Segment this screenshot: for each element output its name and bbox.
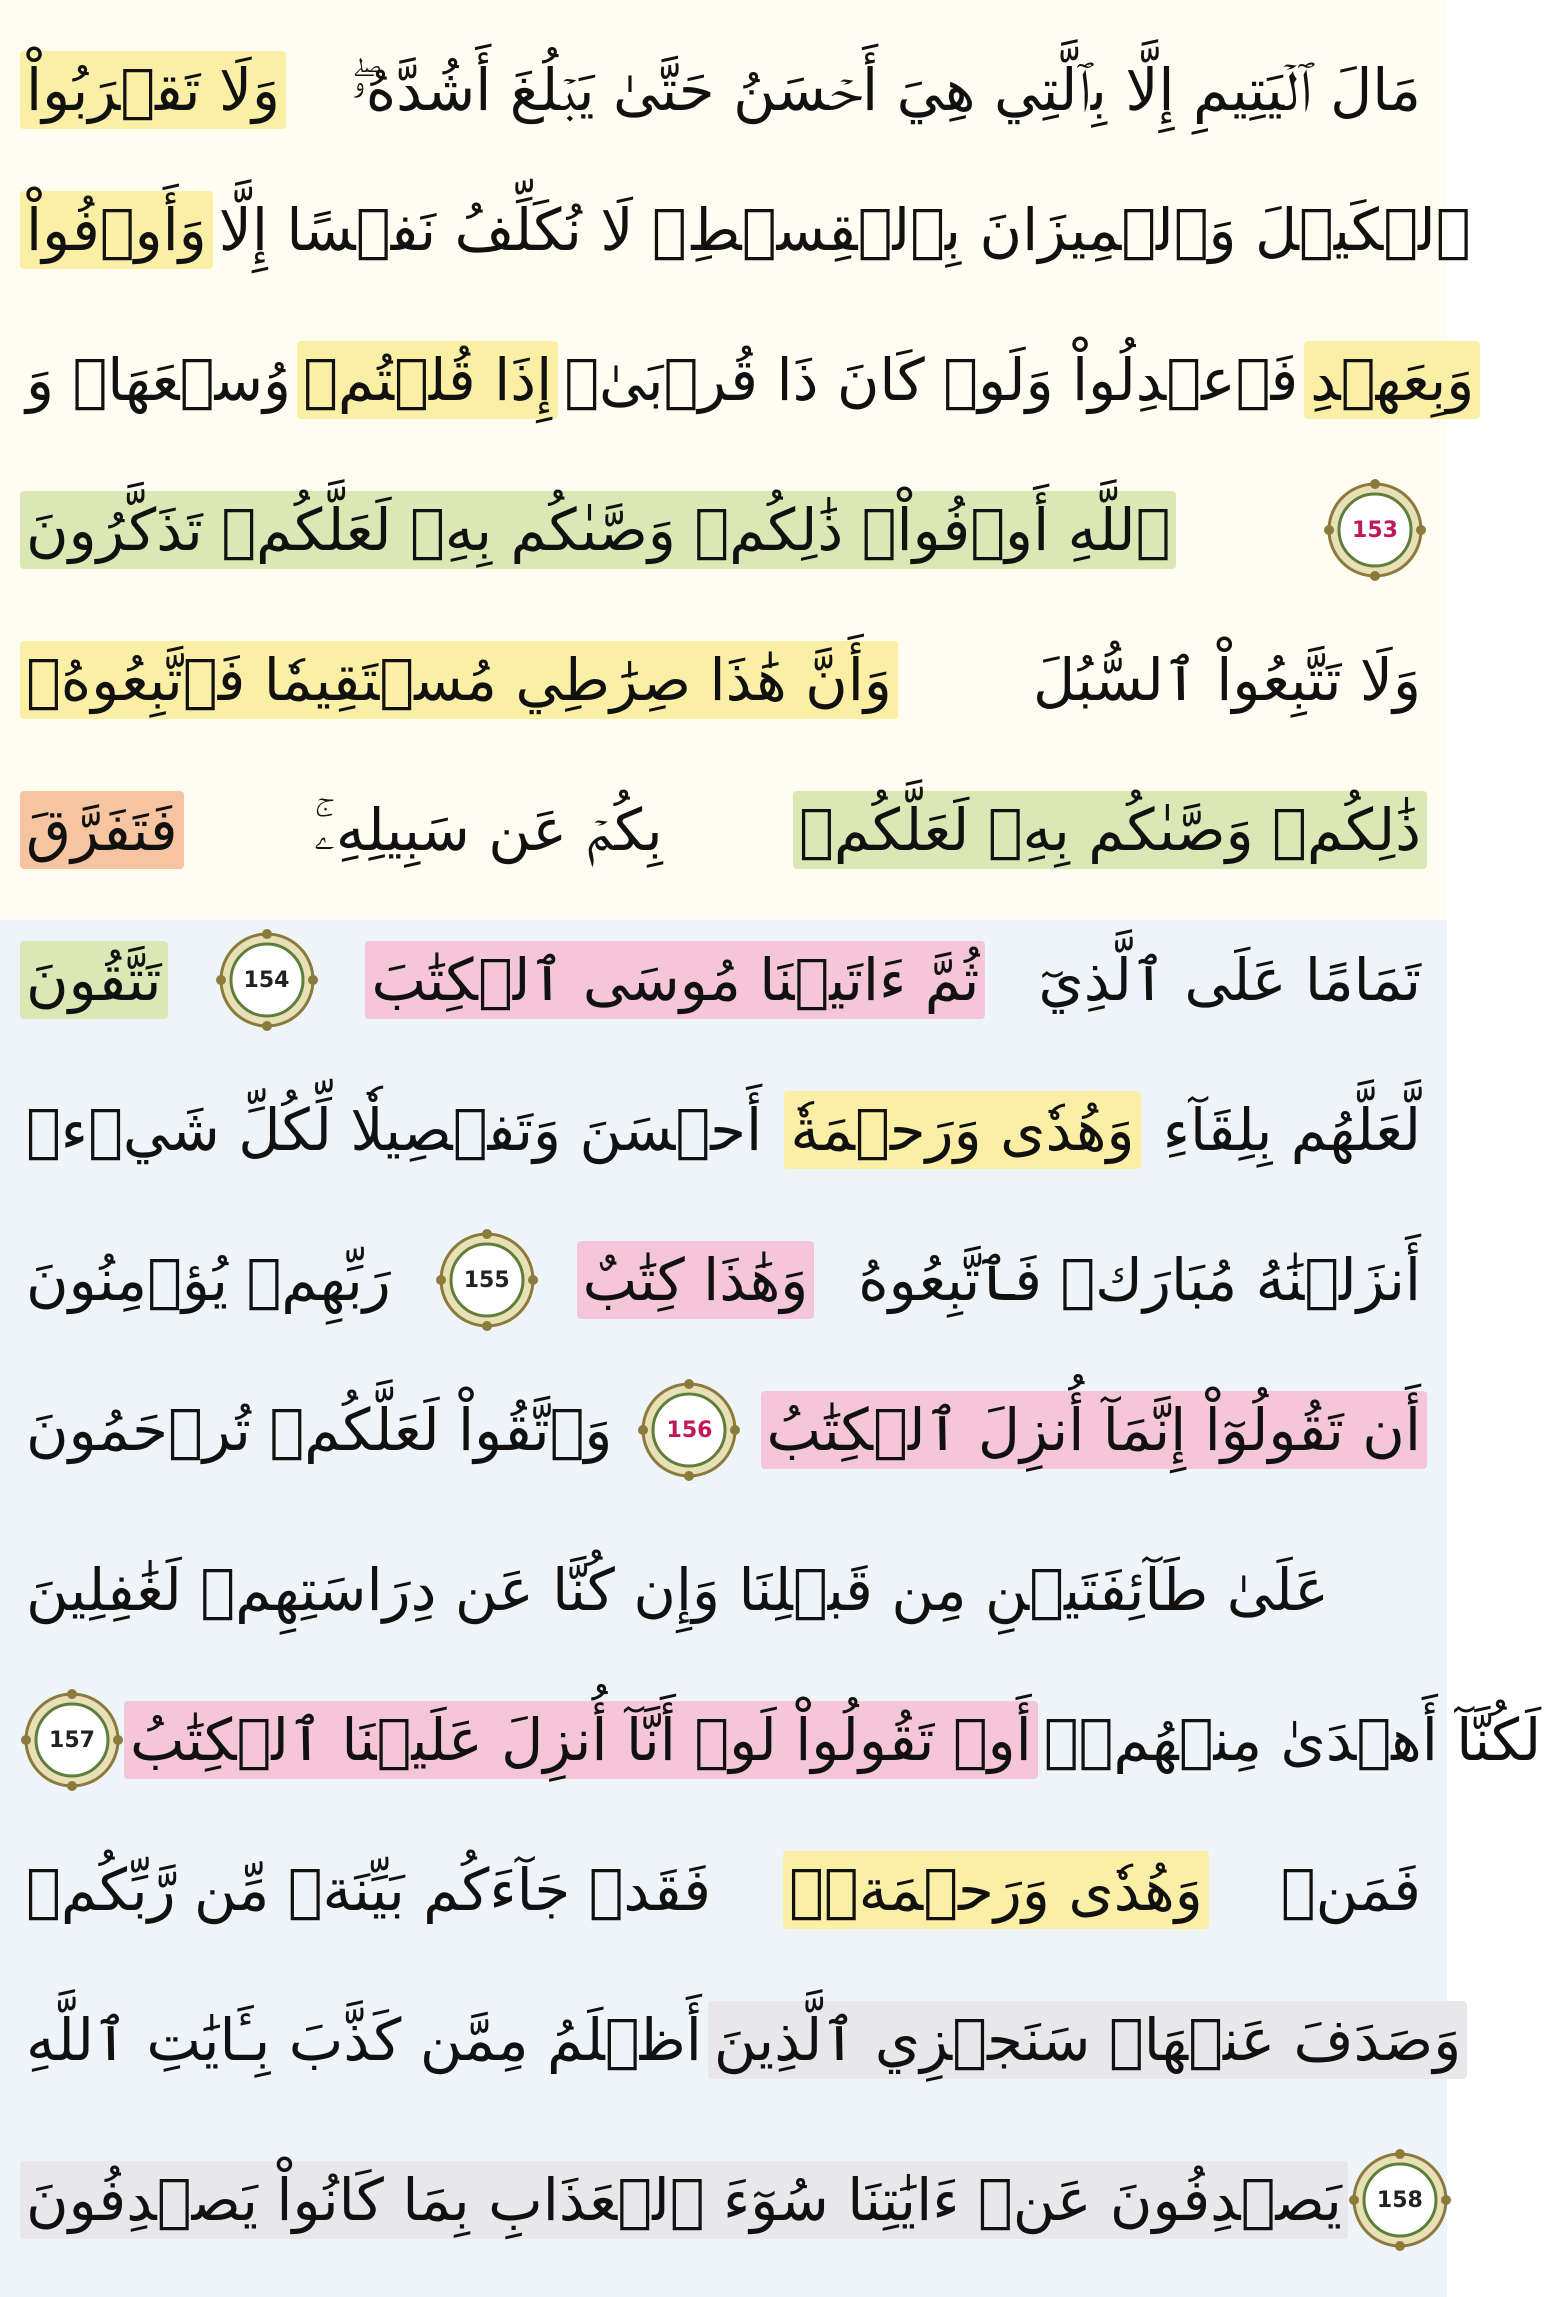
verse-text-segment: عَلَىٰ طَآئِفَتَيۡنِ مِن قَبۡلِنَا وَإِن كُنَّا عَن دِرَاسَتِهِمۡ لَغَٰفِلِينَ [26, 1555, 1329, 1624]
verse-number: 153 [1352, 517, 1398, 543]
verse-line-15 [20, 2140, 1427, 2260]
verse-text-segment: وَأَنَّ هَٰذَا صِرَٰطِي مُسۡتَقِيمٗا فَٱتَّبِعُوهُۖ [20, 641, 898, 719]
verse-text-segment: فَتَفَرَّقَ [20, 791, 184, 869]
verse-line-2 [20, 170, 1471, 290]
verse-text-segment: إِذَا قُلۡتُمۡ [297, 341, 558, 419]
verse-text-segment: تَتَّقُونَ [20, 941, 168, 1019]
verse-end-marker [1323, 478, 1427, 582]
verse-text-segment: وَلَا تَقۡرَبُواْ [20, 51, 286, 129]
verse-line-4 [20, 470, 1427, 590]
verse-text-segment: ذَٰلِكُمۡ وَصَّىٰكُم بِهِۦ لَعَلَّكُمۡ [793, 791, 1427, 869]
verse-line-8 [20, 1070, 1427, 1190]
verse-text-segment: وَهُدٗى وَرَحۡمَةٞۚ [783, 1851, 1209, 1929]
verse-number: 158 [1376, 2187, 1423, 2213]
verse-text-segment: فَٱعۡدِلُواْ وَلَوۡ كَانَ ذَا قُرۡبَىٰۖ [564, 345, 1299, 414]
verse-line-10 [20, 1370, 1427, 1490]
verse-line-11 [20, 1530, 1427, 1650]
verse-number: 156 [666, 1417, 713, 1443]
verse-text-segment: وَهَٰذَا كِتَٰبٌ [577, 1241, 815, 1319]
verse-end-marker [20, 1688, 124, 1792]
verse-number: 154 [243, 967, 290, 993]
verse-text-segment: أَن تَقُولُوٓاْ إِنَّمَآ أُنزِلَ ٱلۡكِتَٰبُ [761, 1391, 1427, 1469]
verse-text-segment: لَّعَلَّهُم بِلِقَآءِ [1162, 1095, 1421, 1164]
verse-end-marker [1348, 2148, 1452, 2252]
verse-text-segment: لَكُنَّآ أَهۡدَىٰ مِنۡهُمۡۚ [1043, 1705, 1542, 1774]
verse-text-segment: بِكُمۡ عَن سَبِيلِهِۦۚ [313, 795, 663, 864]
verse-text-segment: فَقَدۡ جَآءَكُم بَيِّنَةٞ مِّن رَّبِّكُمۡ [26, 1855, 711, 1924]
verse-end-marker [215, 928, 319, 1032]
verse-line-5 [20, 620, 1427, 740]
verse-text-segment: ٱللَّهِ أَوۡفُواْۚ ذَٰلِكُمۡ وَصَّىٰكُم بِهِۦ لَعَلَّكُمۡ تَذَكَّرُونَ [20, 491, 1176, 569]
verse-text-segment: أَوۡ تَقُولُواْ لَوۡ أَنَّآ أُنزِلَ عَلَيۡنَا ٱلۡكِتَٰبُ [124, 1701, 1038, 1779]
verse-line-7 [20, 920, 1427, 1040]
verse-line-6 [20, 770, 1427, 890]
verse-text-segment: أَظۡلَمُ مِمَّن كَذَّبَ بِـَٔايَٰتِ ٱللَّهِ [26, 2005, 702, 2074]
verse-number: 155 [463, 1267, 510, 1293]
verse-text-segment: مَالَ ٱلۡيَتِيمِ إِلَّا بِٱلَّتِي هِيَ أَحۡسَنُ حَتَّىٰ يَبۡلُغَ أَشُدَّهُۥۖ [351, 55, 1421, 124]
verse-line-13 [20, 1830, 1427, 1950]
verse-line-12 [20, 1680, 1542, 1800]
verse-number: 157 [49, 1727, 95, 1753]
verse-text-segment: وُسۡعَهَاۖ وَ [26, 345, 292, 414]
verse-text-segment: وَلَا تَتَّبِعُواْ ٱلسُّبُلَ [1033, 645, 1421, 714]
verse-text-segment: رَبِّهِمۡ يُؤۡمِنُونَ [26, 1245, 391, 1314]
verse-text-segment: وَأَوۡفُواْ [20, 191, 213, 269]
verse-text-segment: ٱلۡكَيۡلَ وَٱلۡمِيزَانَ بِٱلۡقِسۡطِۖ لَا نُكَلِّفُ نَفۡسًا إِلَّا [218, 195, 1471, 264]
verse-text-segment: تَمَامًا عَلَى ٱلَّذِيٓ [1038, 945, 1421, 1014]
verse-line-3 [20, 320, 1475, 440]
verse-line-1 [20, 30, 1427, 150]
verse-text-segment: ثُمَّ ءَاتَيۡنَا مُوسَى ٱلۡكِتَٰبَ [365, 941, 985, 1019]
verse-text-segment: وَهُدٗى وَرَحۡمَةٗ [784, 1091, 1140, 1169]
verse-text-segment: أَنزَلۡنَٰهُ مُبَارَكٞ فَٱتَّبِعُوهُ [858, 1245, 1421, 1314]
verse-end-marker [435, 1228, 539, 1332]
verse-text-segment: وَبِعَهۡدِ [1304, 341, 1480, 419]
verse-text-segment: فَمَنۡ [1280, 1855, 1421, 1924]
verse-text-segment: وَٱتَّقُواْ لَعَلَّكُمۡ تُرۡحَمُونَ [26, 1395, 613, 1464]
verse-text-segment: وَصَدَفَ عَنۡهَاۗ سَنَجۡزِي ٱلَّذِينَ [708, 2001, 1467, 2079]
verse-line-9 [20, 1220, 1427, 1340]
verse-text-segment: يَصۡدِفُونَ عَنۡ ءَايَٰتِنَا سُوٓءَ ٱلۡعَذَابِ بِمَا كَانُواْ يَصۡدِفُونَ [20, 2161, 1348, 2239]
verse-line-14 [20, 1980, 1462, 2100]
verse-text-segment: أَحۡسَنَ وَتَفۡصِيلٗا لِّكُلِّ شَيۡءٖ [26, 1095, 763, 1164]
verse-end-marker [637, 1378, 741, 1482]
